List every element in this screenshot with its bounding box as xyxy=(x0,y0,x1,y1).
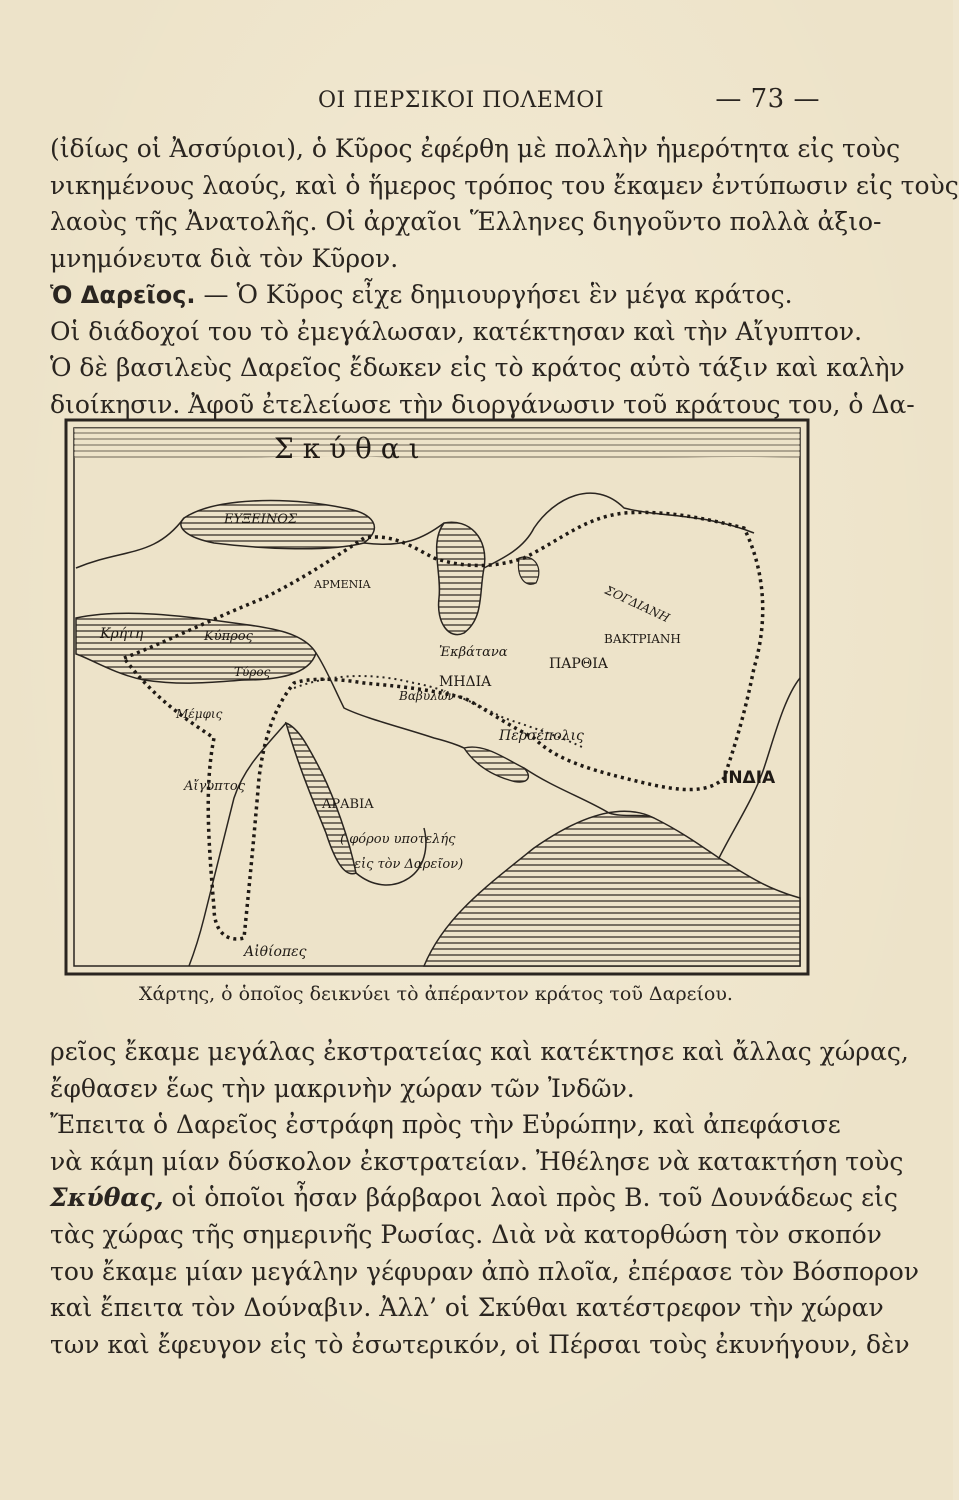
text-line: διοίκησιν. Ἀφοῦ ἐτελείωσε τὴν διοργάνωσιν τοῦ κράτους του, ὁ Δα- xyxy=(50,389,915,419)
text-line: νὰ κάμη μίαν δύσκολον ἐκστρατείαν. Ἠθέλησε νὰ κατακτήση τοὺς xyxy=(50,1146,904,1176)
text-line: ρεῖος ἔκαμε μεγάλας ἐκστρατείας καὶ κατέκτησε καὶ ἄλλας χώρας, xyxy=(50,1037,909,1066)
label-media: ΜΗΔΙΑ xyxy=(439,674,492,690)
text-line: τὰς χώρας τῆς σημερινῆς Ρωσίας. Διὰ νὰ κατορθώση τὸν σκοπόν xyxy=(50,1219,882,1249)
label-foroi-2: εἰς τὸν Δαρεῖον) xyxy=(354,857,464,872)
label-skythai: Σ κ ύ θ α ι xyxy=(274,432,420,465)
label-krhth: Κρήτη xyxy=(100,626,144,642)
text-line: (ἰδίως οἱ Ἀσσύριοι), ὁ Κῦρος ἐφέρθη μὲ πολλὴν ἡμερότητα εἰς τοὺς xyxy=(50,134,901,163)
text-line: Οἱ διάδοχοί του τὸ ἐμεγάλωσαν, κατέκτησαν καὶ τὴν Αἴγυπτον. xyxy=(50,316,863,346)
label-aigyptos: Αἴγυπτος xyxy=(184,779,246,794)
label-aithiopes: Αἰθίοπες xyxy=(244,944,307,960)
text-line: Ὁ δὲ βασιλεὺς Δαρεῖος ἔδωκεν εἰς τὸ κράτος αὐτὸ τάξιν καὶ καλὴν xyxy=(50,353,905,383)
text-line: λαοὺς τῆς Ἀνατολῆς. Οἱ ἀρχαῖοι Ἕλληνες διηγοῦντο πολλὰ ἀξιο- xyxy=(50,207,882,237)
label-sogdiane: ΣΟΓΔΙΑΝΗ xyxy=(602,583,672,626)
running-title: ΟΙ ΠΕΡΣΙΚΟΙ ΠΟΛΕΜΟΙ xyxy=(318,88,605,113)
label-armenia: ΑΡΜΕΝΙΑ xyxy=(314,578,371,591)
label-euxeinos: ΕΥΞΕΙΝΟΣ xyxy=(224,512,298,527)
text-line: μνημόνευτα διὰ τὸν Κῦρον. xyxy=(50,243,399,273)
label-tyros: Τύρος xyxy=(234,665,271,679)
italic-word-skythas: Σκύθας, xyxy=(50,1183,164,1213)
label-baktriane: ΒΑΚΤΡΙΑΝΗ xyxy=(604,632,681,646)
section-heading: Ὁ Δαρεῖος. xyxy=(50,281,196,309)
label-persepolis: Περσέπολις xyxy=(499,728,584,744)
text-line: νικημένους λαούς, καὶ ὁ ἥμερος τρόπος του ἔκαμεν ἐντύπωσιν εἰς τοὺς xyxy=(50,170,959,200)
label-kypros: Κύπρος xyxy=(204,629,253,644)
line-rest: οἱ ὁποῖοι ἦσαν βάρβαροι λαοὶ πρὸς Β. τοῦ Δουνάδεως εἰς xyxy=(163,1183,898,1213)
heading-line-rest: — Ὁ Κῦρος εἶχε δημιουργήσει ἓν μέγα κράτος. xyxy=(203,280,793,309)
paragraph-darius xyxy=(50,277,915,423)
running-header xyxy=(50,82,820,122)
text-line xyxy=(50,1180,898,1217)
label-arabia: ΑΡΑΒΙΑ xyxy=(322,797,374,812)
label-parthia: ΠΑΡΘΙΑ xyxy=(549,656,608,672)
map-figure xyxy=(64,418,810,976)
text-line: ἔφθασεν ἕως τὴν μακρινὴν χώραν τῶν Ἰνδῶν. xyxy=(50,1073,635,1103)
page-number: — 73 — xyxy=(715,84,820,114)
text-line: του ἔκαμε μίαν μεγάλην γέφυραν ἀπὸ πλοῖα, ἐπέρασε τὸν Βόσπορον xyxy=(50,1256,919,1286)
label-babylon: Βαβυλών xyxy=(399,689,455,703)
label-memfis: Μέμφις xyxy=(176,707,223,721)
paragraph-cyrus xyxy=(50,131,959,277)
label-india: ΙΝΔΙΑ xyxy=(722,768,776,788)
label-ekbatana: Ἐκβάτανα xyxy=(439,645,508,660)
label-foroi-1: ( φόρου υποτελής xyxy=(340,832,456,847)
text-line xyxy=(50,277,822,314)
text-line: των καὶ ἔφευγον εἰς τὸ ἐσωτερικόν, οἱ Πέρσαι τοὺς ἐκυνήγουν, δὲν xyxy=(50,1329,910,1359)
map-caption: Χάρτης, ὁ ὁποῖος δεικνύει τὸ ἀπέραντον κράτος τοῦ Δαρείου. xyxy=(139,983,733,1005)
text-line: Ἔπειτα ὁ Δαρεῖος ἐστράφη πρὸς τὴν Εὐρώπην, καὶ ἀπεφάσισε xyxy=(50,1110,841,1140)
persian-empire-map xyxy=(64,418,810,976)
paragraph-campaigns xyxy=(50,1034,919,1363)
text-line: καὶ ἔπειτα τὸν Δούναβιν. Ἀλλ’ οἱ Σκύθαι κατέστρεφον τὴν χώραν xyxy=(50,1293,884,1323)
